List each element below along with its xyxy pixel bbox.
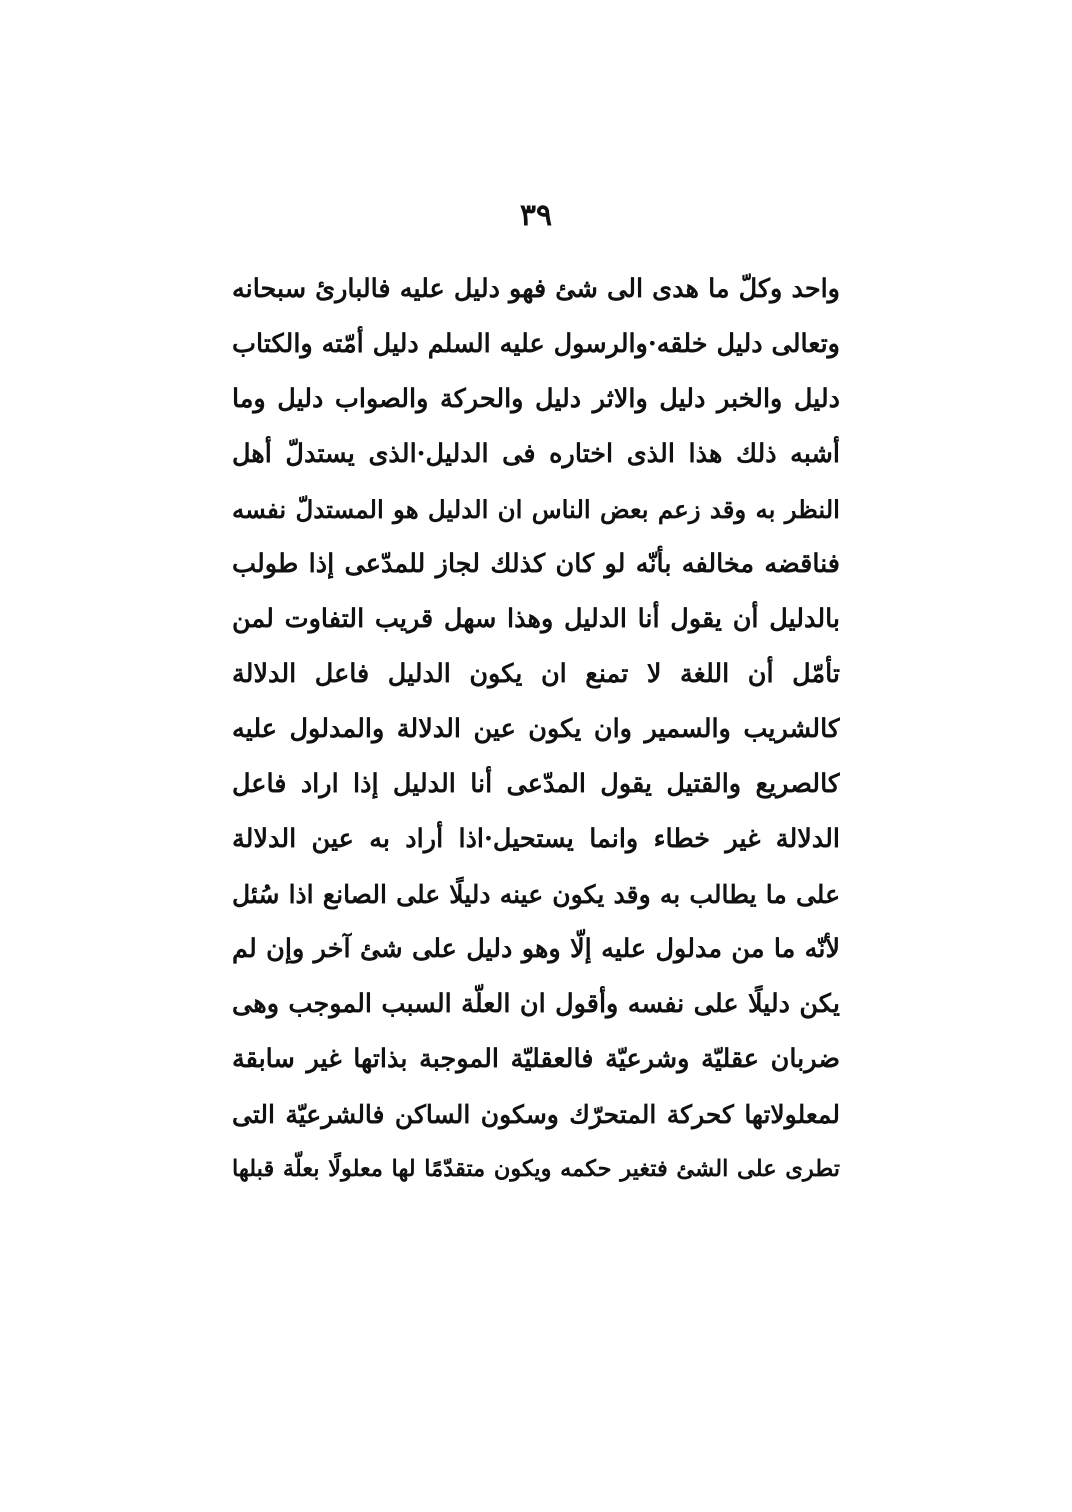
- text-line: الدلالة غير خطاء وانما يستحيل·اذا أراد به عين الدلالة: [232, 824, 840, 854]
- text-line: بالدليل أن يقول أنا الدليل وهذا سهل قريب التفاوت لمن: [232, 604, 840, 634]
- text-line: تطرى على الشئ فتغير حكمه ويكون متقدّمًا لها معلولًا بعلّة قبلها: [232, 1156, 840, 1182]
- text-line: على ما يطالب به وقد يكون عينه دليلًا على الصانع اذا سُئل: [232, 880, 840, 909]
- text-line: ضربان عقليّة وشرعيّة فالعقليّة الموجبة بذاتها غير سابقة: [232, 1044, 840, 1074]
- text-line: لأنّه ما من مدلول عليه إلّا وهو دليل على شئ آخر وإن لم: [232, 934, 840, 964]
- page-number: ٣٩: [519, 198, 553, 233]
- text-line: يكن دليلًا على نفسه وأقول ان العلّة السبب الموجب وهى: [232, 989, 840, 1019]
- text-line: فناقضه مخالفه بأنّه لو كان كذلك لجاز للمدّعى إذا طولب: [232, 549, 840, 579]
- text-line: دليل والخبر دليل والاثر دليل والحركة والصواب دليل وما: [232, 384, 840, 414]
- body-text: [232, 262, 840, 1197]
- text-line: كالشريب والسمير وان يكون عين الدلالة والمدلول عليه: [232, 714, 840, 744]
- text-line: لمعلولاتها كحركة المتحرّك وسكون الساكن فالشرعيّة التى: [232, 1100, 840, 1129]
- text-line: النظر به وقد زعم بعض الناس ان الدليل هو المستدلّ نفسه: [232, 495, 840, 524]
- text-line: كالصريع والقتيل يقول المدّعى أنا الدليل إذا اراد فاعل: [232, 769, 840, 799]
- text-line: واحد وكلّ ما هدى الى شئ فهو دليل عليه فالبارئ سبحانه: [232, 274, 840, 304]
- text-line: وتعالى دليل خلقه·والرسول عليه السلم دليل أمّته والكتاب: [232, 329, 840, 359]
- text-line: أشبه ذلك هذا الذى اختاره فى الدليل·الذى يستدلّ أهل: [232, 439, 840, 469]
- text-line: تأمّل أن اللغة لا تمنع ان يكون الدليل فاعل الدلالة: [232, 659, 840, 689]
